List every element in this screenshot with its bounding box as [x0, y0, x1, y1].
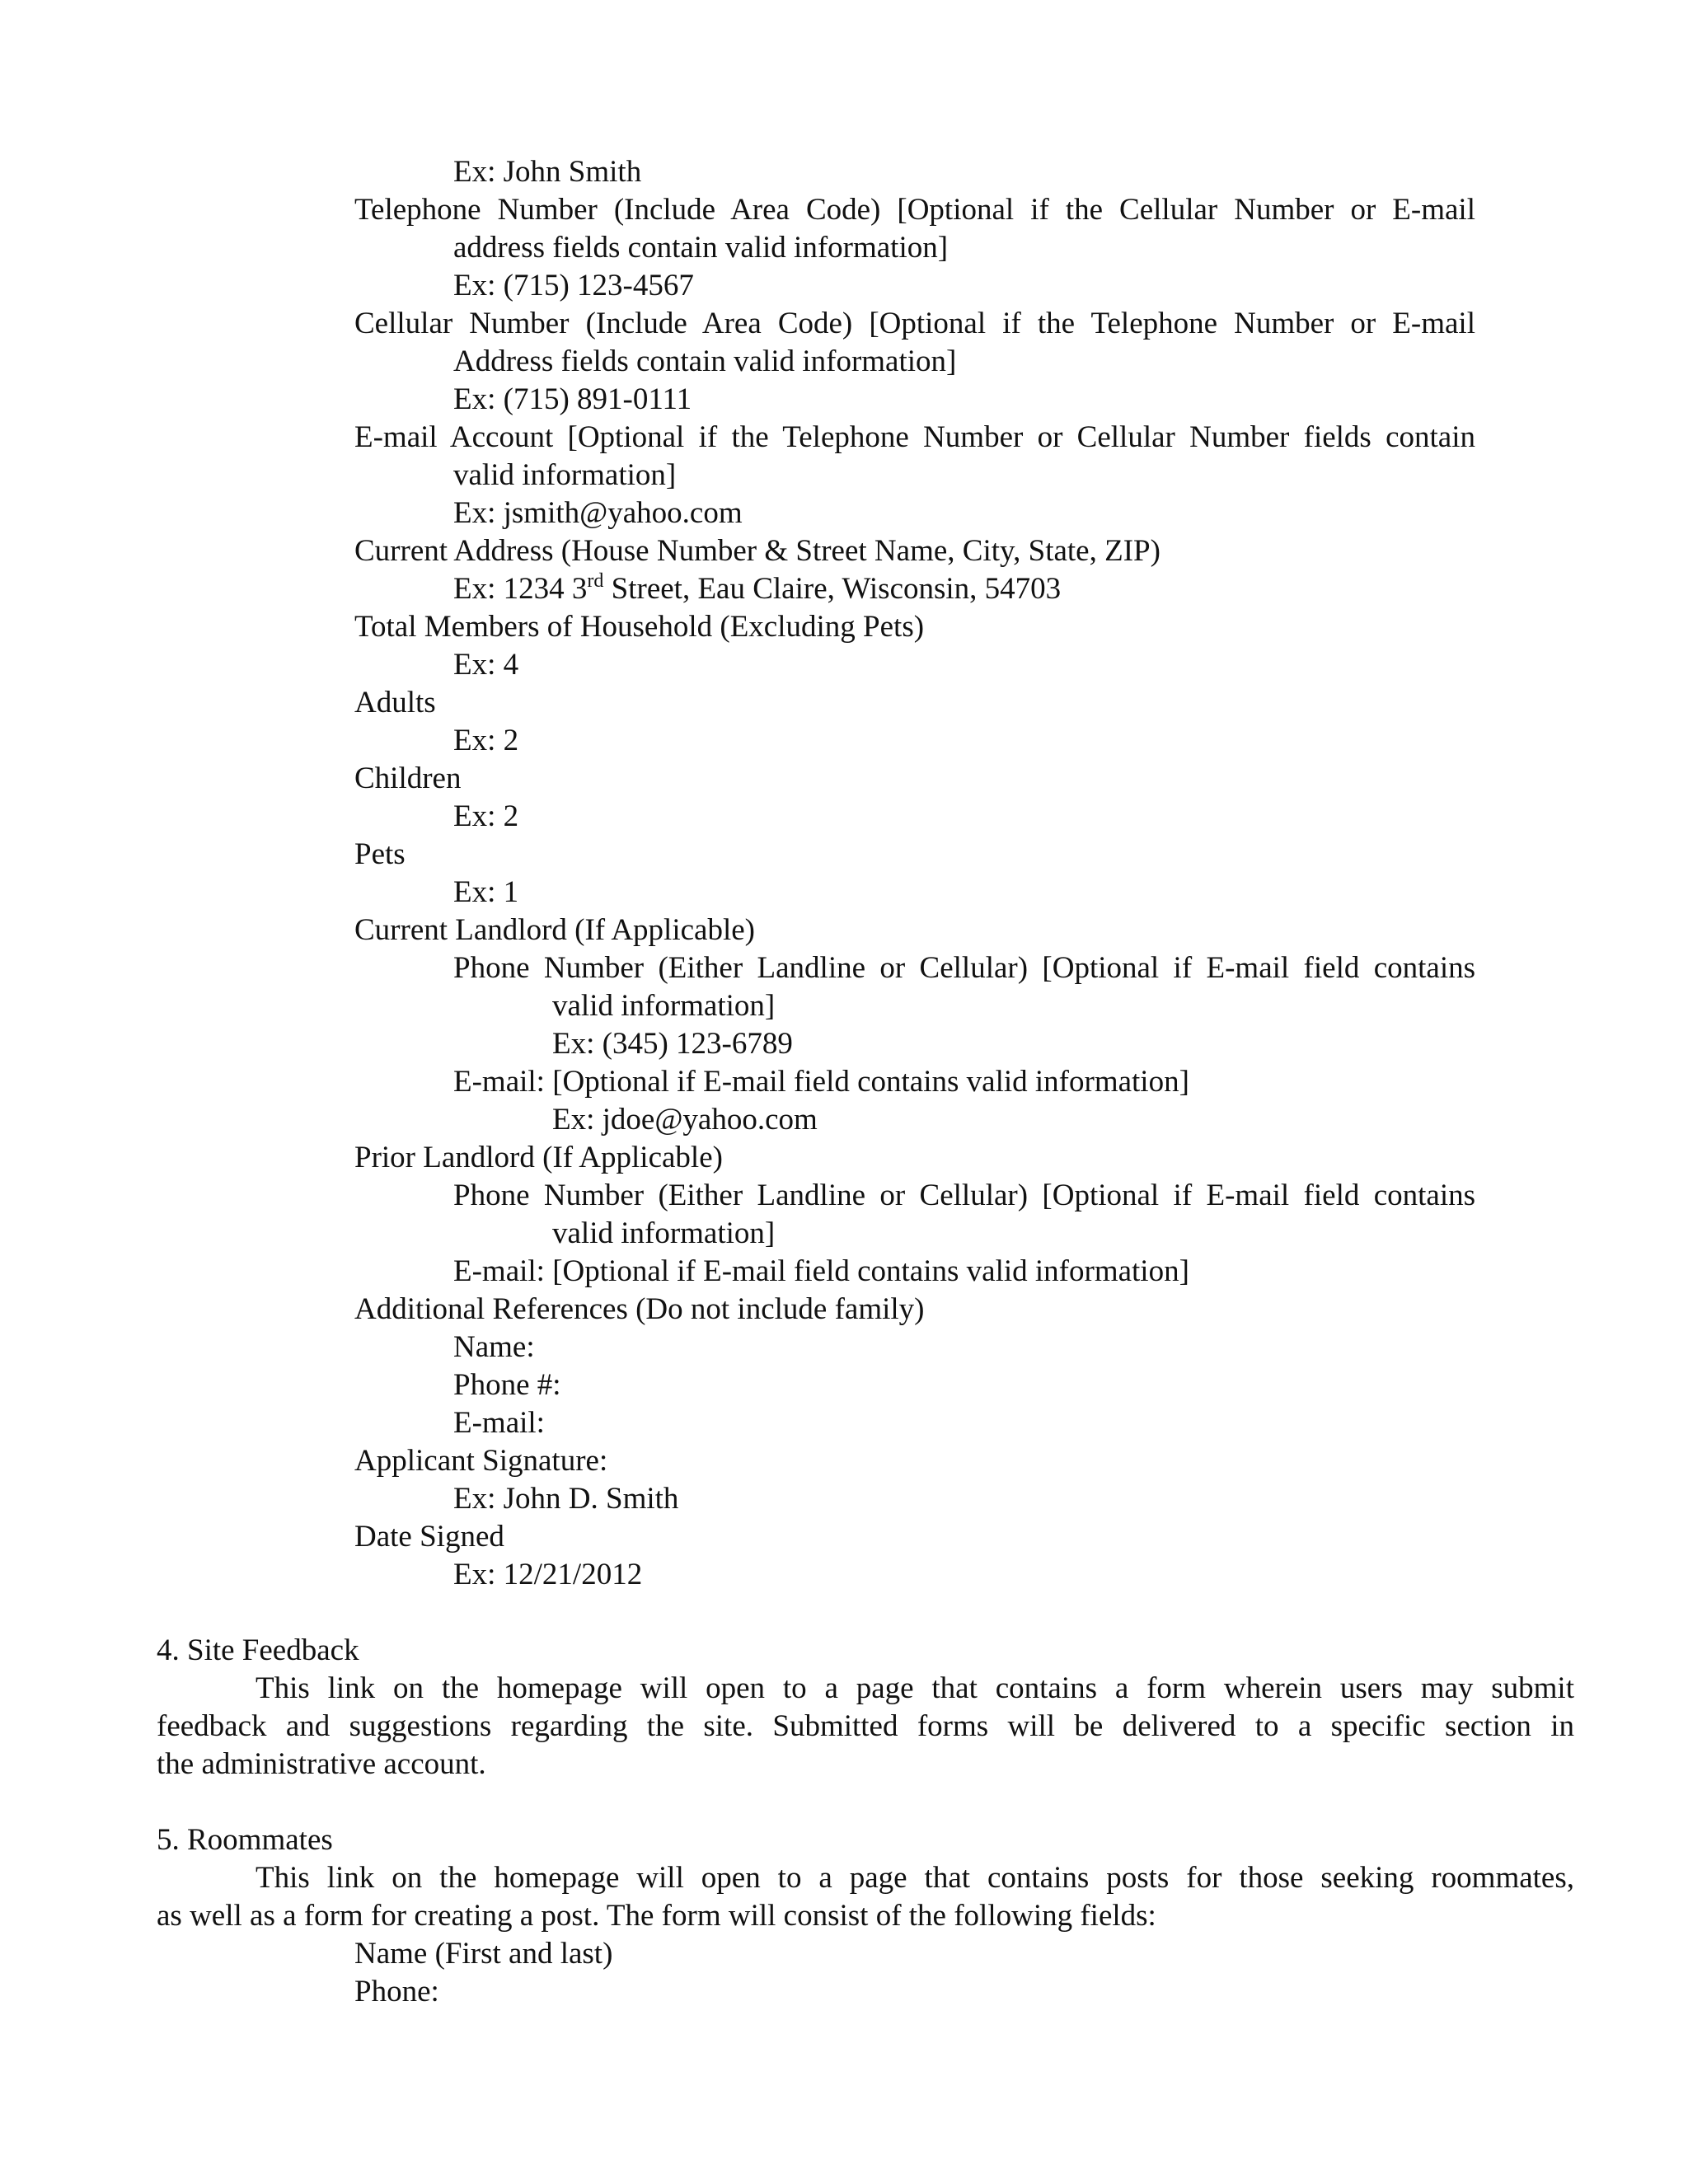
- household-example: Ex: 4: [453, 648, 519, 682]
- current-landlord-label: Current Landlord (If Applicable): [354, 913, 755, 947]
- telephone-field-label-cont: address fields contain valid information]: [453, 231, 949, 265]
- cellular-field-label: Cellular Number (Include Area Code) [Optional if the Telephone Number or E-mail: [354, 307, 1475, 340]
- date-signed-label: Date Signed: [354, 1520, 504, 1554]
- address-example: Ex: 1234 3rd Street, Eau Claire, Wisconsin, 54703: [453, 570, 1062, 606]
- reference-phone-label: Phone #:: [453, 1368, 561, 1402]
- household-field-label: Total Members of Household (Excluding Pets): [354, 610, 925, 644]
- roommates-heading: 5. Roommates: [157, 1823, 333, 1857]
- date-signed-example: Ex: 12/21/2012: [453, 1558, 643, 1591]
- reference-email-label: E-mail:: [453, 1406, 545, 1440]
- prior-landlord-email-label: E-mail: [Optional if E-mail field contains valid information]: [453, 1254, 1189, 1288]
- email-field-label-cont: valid information]: [453, 458, 677, 492]
- signature-label: Applicant Signature:: [354, 1444, 608, 1478]
- email-example: Ex: jsmith@yahoo.com: [453, 496, 743, 530]
- cellular-field-label-cont: Address fields contain valid information]: [453, 344, 957, 378]
- roommates-paragraph-line-1: This link on the homepage will open to a page that contains posts for those seeking roommates,: [256, 1861, 1574, 1895]
- prior-landlord-phone-label: Phone Number (Either Landline or Cellular) [Optional if E-mail field contains: [453, 1179, 1475, 1212]
- prior-landlord-phone-label-cont: valid information]: [552, 1216, 776, 1250]
- signature-example: Ex: John D. Smith: [453, 1482, 679, 1516]
- telephone-field-label: Telephone Number (Include Area Code) [Optional if the Cellular Number or E-mail: [354, 193, 1475, 227]
- current-landlord-phone-label-cont: valid information]: [552, 989, 776, 1023]
- site-feedback-paragraph-line-1: This link on the homepage will open to a page that contains a form wherein users may submit: [256, 1671, 1574, 1705]
- children-example: Ex: 2: [453, 799, 519, 833]
- current-landlord-phone-example: Ex: (345) 123-6789: [552, 1027, 793, 1061]
- current-landlord-phone-label: Phone Number (Either Landline or Cellular) [Optional if E-mail field contains: [453, 951, 1475, 985]
- current-landlord-email-label: E-mail: [Optional if E-mail field contains valid information]: [453, 1065, 1189, 1099]
- site-feedback-heading: 4. Site Feedback: [157, 1633, 359, 1667]
- name-example: Ex: John Smith: [453, 155, 642, 189]
- roommates-phone-field-label: Phone:: [354, 1975, 439, 2008]
- pets-field-label: Pets: [354, 837, 406, 871]
- adults-example: Ex: 2: [453, 724, 519, 757]
- current-landlord-email-example: Ex: jdoe@yahoo.com: [552, 1103, 818, 1137]
- email-field-label: E-mail Account [Optional if the Telephone Number or Cellular Number fields contain: [354, 420, 1475, 454]
- site-feedback-paragraph-line-3: the administrative account.: [157, 1747, 486, 1781]
- children-field-label: Children: [354, 762, 462, 795]
- references-label: Additional References (Do not include family): [354, 1292, 925, 1326]
- telephone-example: Ex: (715) 123-4567: [453, 269, 694, 302]
- prior-landlord-label: Prior Landlord (If Applicable): [354, 1141, 723, 1174]
- adults-field-label: Adults: [354, 686, 436, 719]
- roommates-name-field-label: Name (First and last): [354, 1937, 613, 1971]
- address-field-label: Current Address (House Number & Street Name, City, State, ZIP): [354, 534, 1160, 568]
- site-feedback-paragraph-line-2: feedback and suggestions regarding the site. Submitted forms will be delivered to a specific section in: [157, 1709, 1574, 1743]
- cellular-example: Ex: (715) 891-0111: [453, 382, 692, 416]
- reference-name-label: Name:: [453, 1330, 535, 1364]
- roommates-paragraph-line-2: as well as a form for creating a post. The form will consist of the following fields:: [157, 1899, 1156, 1933]
- pets-example: Ex: 1: [453, 875, 519, 909]
